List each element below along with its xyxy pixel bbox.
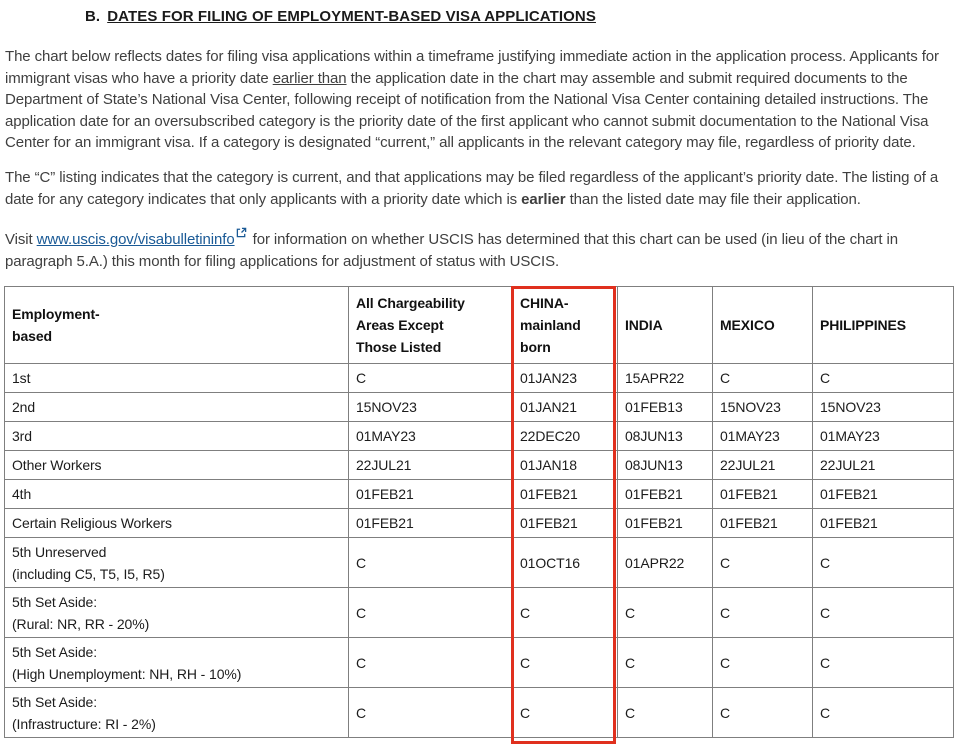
col-header-employment-based: Employment- based	[5, 287, 349, 364]
bold-phrase: earlier	[521, 190, 566, 208]
date-cell: C	[618, 638, 713, 688]
date-cell: C	[713, 638, 813, 688]
date-cell: C	[713, 688, 813, 738]
date-cell: 01JAN18	[513, 451, 618, 480]
col-header-china-mainland-born: CHINA- mainland born	[513, 287, 618, 364]
date-cell: 22JUL21	[713, 451, 813, 480]
date-cell: C	[618, 688, 713, 738]
date-cell: 01JAN23	[513, 364, 618, 393]
date-cell: 01FEB21	[513, 509, 618, 538]
section-heading	[85, 7, 596, 27]
date-cell: 15APR22	[618, 364, 713, 393]
paragraph-text: for information on whether USCIS has determined that this chart can be used (in lieu of the chart in paragraph 5.A.) this month for filing applications for adjustment of status with USCIS.	[5, 231, 898, 270]
table-row-eb5-rural	[5, 588, 954, 638]
date-cell: C	[813, 588, 954, 638]
date-cell: 22JUL21	[349, 451, 513, 480]
date-cell: C	[513, 688, 618, 738]
date-cell: 01FEB21	[713, 509, 813, 538]
col-header-all-chargeability: All Chargeability Areas Except Those Listed	[349, 287, 513, 364]
paragraph-text: Visit	[5, 231, 37, 248]
table-row-eb4	[5, 480, 954, 509]
paragraph-text: The “C” listing indicates that the category is current, and that applications may be filed regardless of the applicant’s priority date. The listing of a date for any category indicates that only applicants with a priority date which is	[5, 169, 939, 208]
date-cell: C	[813, 638, 954, 688]
date-cell: C	[713, 364, 813, 393]
underlined-phrase: earlier than	[272, 69, 347, 87]
date-cell: 22DEC20	[513, 422, 618, 451]
date-cell: 15NOV23	[813, 393, 954, 422]
date-cell: 01FEB21	[349, 509, 513, 538]
category-cell: 1st	[5, 364, 349, 393]
date-cell: C	[713, 538, 813, 588]
table-row-eb2	[5, 393, 954, 422]
current-listing-paragraph	[5, 167, 952, 210]
col-header-india: INDIA	[618, 287, 713, 364]
paragraph-text: than the listed date may file their application.	[565, 190, 861, 208]
external-link-icon[interactable]	[236, 227, 247, 238]
category-cell: 5th Set Aside: (Infrastructure: RI - 2%)	[5, 688, 349, 738]
category-cell: 3rd	[5, 422, 349, 451]
date-cell: 01FEB21	[618, 480, 713, 509]
date-cell: 01APR22	[618, 538, 713, 588]
category-cell: 2nd	[5, 393, 349, 422]
date-cell: 01JAN21	[513, 393, 618, 422]
table-row-other-workers	[5, 451, 954, 480]
date-cell: 01FEB21	[513, 480, 618, 509]
date-cell: 08JUN13	[618, 422, 713, 451]
uscis-visabulletininfo-link[interactable]: www.uscis.gov/visabulletininfo	[36, 231, 235, 248]
date-cell: C	[713, 588, 813, 638]
date-cell: 01FEB21	[618, 509, 713, 538]
date-cell: 01MAY23	[349, 422, 513, 451]
col-header-philippines: PHILIPPINES	[813, 287, 954, 364]
date-cell: 08JUN13	[618, 451, 713, 480]
category-cell: 5th Set Aside: (High Unemployment: NH, RH - 10%)	[5, 638, 349, 688]
date-cell: C	[349, 538, 513, 588]
section-letter: B.	[85, 8, 101, 25]
category-cell: 5th Set Aside: (Rural: NR, RR - 20%)	[5, 588, 349, 638]
intro-paragraph	[5, 46, 952, 154]
date-cell: 01FEB21	[813, 480, 954, 509]
date-cell: C	[349, 638, 513, 688]
date-cell: 22JUL21	[813, 451, 954, 480]
category-cell: Certain Religious Workers	[5, 509, 349, 538]
paragraph-text: The chart below reflects dates for filing visa applications within a timeframe justifying immediate action in the application process. Applicants for immigrant visas who have a priority date	[5, 48, 939, 87]
date-cell: C	[513, 588, 618, 638]
date-cell: 01MAY23	[713, 422, 813, 451]
col-header-mexico: MEXICO	[713, 287, 813, 364]
table-row-eb3	[5, 422, 954, 451]
table-row-eb5-infrastructure	[5, 688, 954, 738]
date-cell: C	[813, 538, 954, 588]
uscis-link-paragraph	[5, 227, 952, 272]
date-cell: 01MAY23	[813, 422, 954, 451]
category-cell: Other Workers	[5, 451, 349, 480]
table-row-eb5-unreserved	[5, 538, 954, 588]
table-row-eb5-high-unemployment	[5, 638, 954, 688]
date-cell: 01OCT16	[513, 538, 618, 588]
date-cell: C	[349, 364, 513, 393]
category-cell: 5th Unreserved (including C5, T5, I5, R5)	[5, 538, 349, 588]
table-header-row	[5, 287, 954, 364]
dates-for-filing-table	[4, 286, 954, 738]
date-cell: 01FEB21	[813, 509, 954, 538]
date-cell: C	[349, 588, 513, 638]
date-cell: 01FEB21	[349, 480, 513, 509]
date-cell: C	[513, 638, 618, 688]
category-cell: 4th	[5, 480, 349, 509]
date-cell: C	[618, 588, 713, 638]
table-row-certain-religious-workers	[5, 509, 954, 538]
date-cell: C	[349, 688, 513, 738]
table-row-eb1	[5, 364, 954, 393]
date-cell: 15NOV23	[349, 393, 513, 422]
date-cell: C	[813, 688, 954, 738]
date-cell: 01FEB21	[713, 480, 813, 509]
paragraph-text: the application date in the chart may assemble and submit required documents to the Department of State’s National Visa Center, following receipt of notification from the National Visa Center containing detailed instructions. The application date for an oversubscribed category is the priority date of the first applicant who cannot submit documentation to the National Visa Center for an immigrant visa. If a category is designated “current,” all applicants in the relevant category may file, regardless of priority date.	[5, 69, 929, 152]
date-cell: C	[813, 364, 954, 393]
date-cell: 15NOV23	[713, 393, 813, 422]
section-title: DATES FOR FILING OF EMPLOYMENT-BASED VISA APPLICATIONS	[107, 8, 596, 25]
date-cell: 01FEB13	[618, 393, 713, 422]
